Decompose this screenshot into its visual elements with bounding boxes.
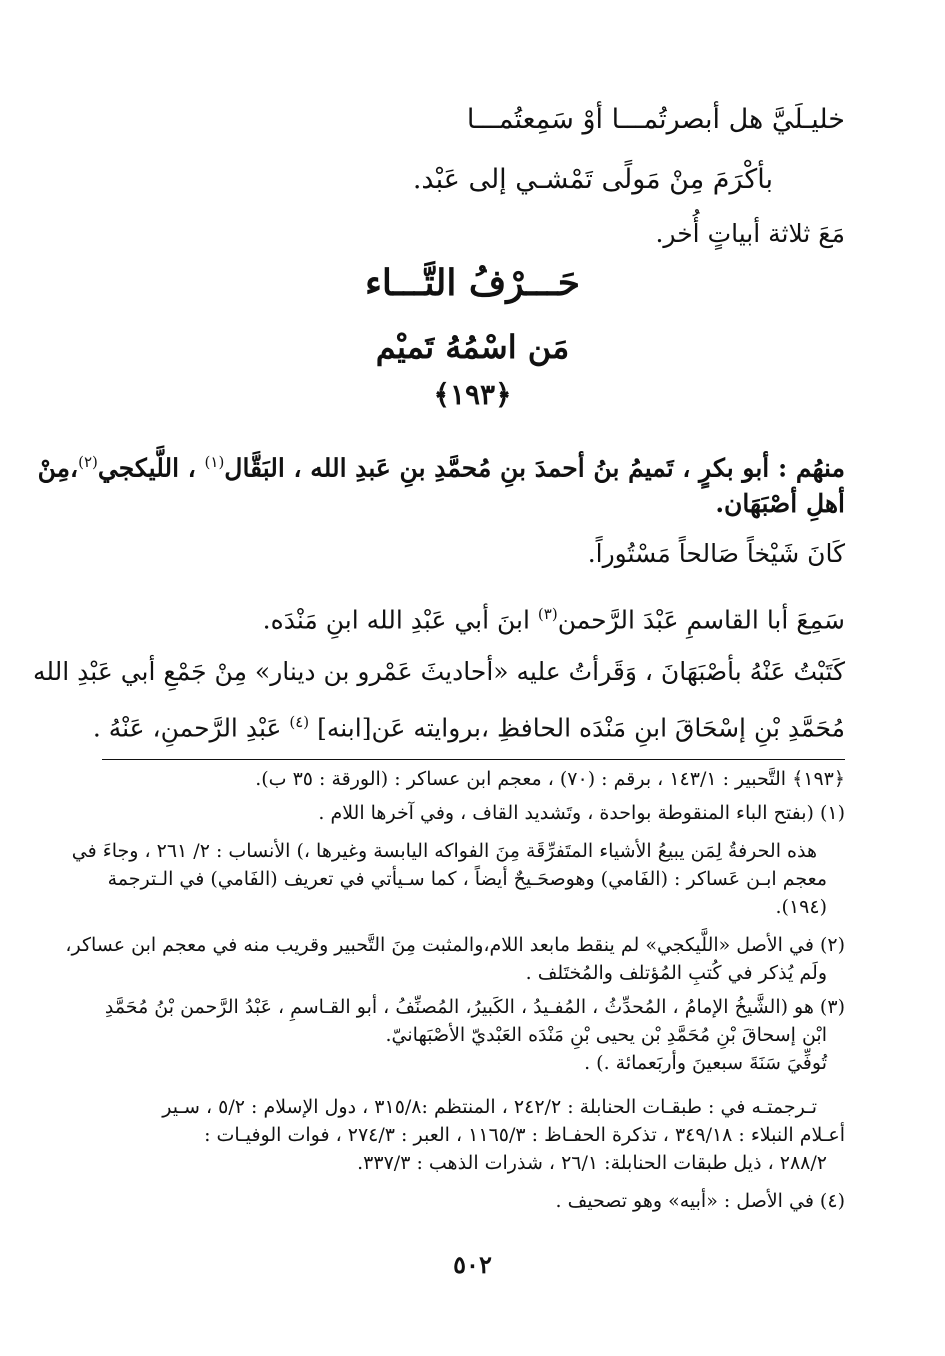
entry-name-text: منهُم : أبو بكرٍ ، تَميمُ بنُ أحمدَ بنِ مُحمَّدِ بنِ عَبدِ الله ، البَقَّال	[224, 453, 845, 483]
entry-line-5: كَتَبْتُ عَنْهُ بأصْبَهَانَ ، وَقَرأتُ عليه «أحاديثَ عَمْرو بن دينار» مِنْ جَمْعِ أبي عَبْدِ الله	[32, 657, 845, 686]
entry-line-4	[75, 594, 845, 640]
entry-line-6	[75, 702, 845, 748]
footnote-1-line-4: (١٩٤).	[775, 896, 827, 918]
footnote-3-line-4: تـرجمتـه في : طبقـات الحنابلة : ٢٤٢/٢ ، المنتظم :٣١٥/٨ ، دول الإسلام : ٥/٢ ، سـير	[162, 1096, 817, 1118]
footnote-3-line-6: ٢٨٨/٢ ، ذيل طبقات الحنابلة: ٢٦/١ ، شذرات الذهب : ٣٣٧/٣.	[357, 1152, 827, 1174]
entry-line-3: كَانَ شَيْخاً صَالحاً مَسْتُوراً.	[587, 539, 845, 568]
footnote-sources: ﴿١٩٣﴾ التَّحبير : ١٤٣/١ ، برقم : (٧٠) ، معجم ابن عساكر : (الورقة : ٣٥ ب).	[255, 768, 845, 790]
footnote-ref-4[interactable]: (٤)	[289, 713, 310, 731]
entry-line-2: أهلِ أصْبَهَان.	[715, 489, 845, 518]
footnote-3-line-2: ابْن إسحاقَ بْنِ مُحَمَّدِ بْن يحيى بْنِ مَنْدَه العَبْديّ الأصْبَهانيّ.	[385, 1024, 827, 1046]
footnote-3-line-3: تُوفِّيَ سَنَةَ سبعينَ وأربَعمائة .) .	[584, 1052, 827, 1074]
footnote-separator	[102, 759, 845, 760]
footnote-ref-3[interactable]: (٣)	[537, 605, 558, 623]
poem-note: مَعَ ثلاثة أبياتٍ أُخر.	[655, 219, 845, 248]
poem-verse-1: خليـلَيَّ هل أبصرتُمـــا أوْ سَمِعتُمـــا	[466, 104, 845, 135]
footnote-3-line-1: (٣) هو (الشَّيخُ الإمامُ ، المُحدِّثُ ، المُفـيدُ ، الكَبيرُ، المُصنِّفُ ، أبو القـاسمِ ، عَبْدُ الرَّحمن بْنُ مُحَمَّدِ	[104, 996, 845, 1018]
footnote-1-line-3: معجم ابـن عَساكر : (الفَامي) وهوصحَـيحٌ أيضاً ، كما سـيأتي في تعريف (الفَامي) في الـترجمة	[107, 868, 827, 890]
entry-line-1	[37, 442, 845, 488]
chapter-heading: حَـــرْفُ التَّـــاء	[365, 262, 580, 304]
footnote-4: (٤) في الأصل : «أبيه» وهو تصحيف .	[555, 1190, 845, 1212]
entry-line-6-a: مُحَمَّدِ بْنِ إسْحَاقَ ابنِ مَنْدَه الحافظِ ،بروايته عَن[ابنه]	[309, 713, 845, 743]
entry-number: ﴿١٩٣﴾	[433, 378, 512, 411]
footnote-1-line-1: (١) (بفتح الباء المنقوطة بواحدة ، وتَشديد القاف ، وفي آخرها اللام .	[318, 802, 845, 824]
page-number: ٥٠٢	[453, 1250, 492, 1279]
footnote-1-line-2: هذه الحرفةُ لِمَن يبيعُ الأشياء المتَفرِّقَة مِنَ الفواكه اليابسة وغيرها ،) الأنساب : ٢/ ٢٦١ ، وجاءَ في	[71, 840, 817, 862]
entry-line-1-end: ،مِنْ	[37, 453, 79, 483]
entry-line-6-b: عَبْدِ الرَّحمنِ، عَنْهُ .	[92, 713, 290, 743]
entry-nisba-text: ، اللَّيكجي	[97, 453, 205, 483]
entry-line-4-a: سَمِعَ أبا القاسمِ عَبْدَ الرَّحمن	[557, 605, 845, 635]
section-heading: مَن اسْمُهُ تَميْم	[375, 328, 570, 366]
footnote-2-line-2: ولَم يُذكر في كُتبِ المُؤتلف والمُختَلف .	[525, 962, 827, 984]
entry-line-4-b: ابنَ أبي عَبْدِ الله ابنِ مَنْدَه.	[262, 605, 538, 635]
footnote-ref-1[interactable]: (١)	[204, 453, 225, 471]
footnote-2-line-1: (٢) في الأصل «اللَّيكجي» لم ينقط مابعد اللام،والمثبت مِنَ التَّحبير وقريب منه في معجم ابن عساكر،	[65, 934, 845, 956]
footnote-ref-2[interactable]: (٢)	[78, 453, 98, 471]
poem-verse-2: بأكْرَمَ مِنْ مَولًى تَمْشـي إلى عَبْد.	[412, 164, 773, 195]
footnote-3-line-5: أعـلام النبلاء : ٣٤٩/١٨ ، تذكرة الحفـاظ : ١١٦٥/٣ ، العبر : ٢٧٤/٣ ، فوات الوفيـات :	[204, 1124, 845, 1146]
